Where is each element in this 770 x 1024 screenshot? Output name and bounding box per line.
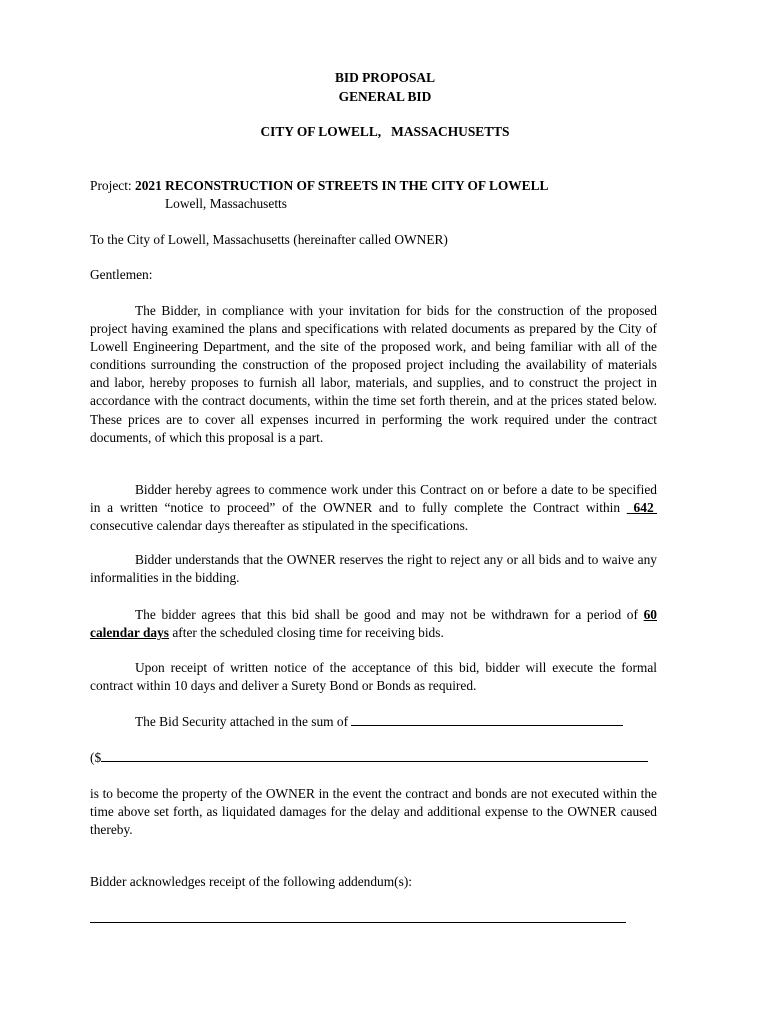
paragraph-bid-validity	[90, 606, 657, 642]
paragraph-contract-execution: Upon receipt of written notice of the acceptance of this bid, bidder will execute the formal contract within 10 days and deliver a Surety Bond or Bonds as required.	[90, 660, 657, 694]
amount-prefix: ($	[90, 750, 102, 765]
commencement-text-before: Bidder hereby agrees to commence work under this Contract on or before a date to be specified in a written “notice to proceed” of the OWNER and to fully complete the Contract within	[90, 482, 657, 516]
project-line	[90, 178, 548, 194]
bid-security-amount-field[interactable]	[351, 713, 623, 726]
document-title: BID PROPOSAL	[334, 70, 436, 85]
contract-days-value: 642	[626, 500, 657, 516]
bid-security-label: The Bid Security attached in the sum of	[135, 714, 349, 729]
paragraph-reject-rights: Bidder understands that the OWNER reserves the right to reject any or all bids and to waive any informalities in the bidding.	[90, 552, 657, 586]
bid-security-line	[135, 713, 623, 730]
paragraph-liquidated-damages: is to become the property of the OWNER in the event the contract and bonds are not executed within the time above set forth, as liquidated damages for the delay and additional expense to the OWNER caused thereby.	[90, 786, 657, 838]
addenda-field[interactable]	[90, 922, 626, 923]
addressee-line: To the City of Lowell, Massachusetts (hereinafter called OWNER)	[90, 232, 448, 247]
paragraph-commencement	[90, 481, 657, 535]
document-subtitle: GENERAL BID	[338, 89, 432, 104]
addenda-label: Bidder acknowledges receipt of the following addendum(s):	[90, 874, 413, 889]
project-label: Project:	[90, 178, 132, 193]
paragraph-intro: The Bidder, in compliance with your invitation for bids for the construction of the proposed project having examined the plans and specifications with related documents as prepared by the City of Lowell Engineering Department, and the site of the proposed work, and being familiar with all of the conditions surrounding the construction of the proposed project including the availability of materials and labor, hereby proposes to furnish all labor, materials, and supplies, and to construct the project in accordance with the contract documents, within the time set forth therein, and at the prices stated below. These prices are to cover all expenses incurred in performing the work required under the contract documents, of which this proposal is a part.	[90, 303, 657, 445]
validity-period-value: 60 calendar days	[90, 607, 657, 641]
commencement-text-after: consecutive calendar days thereafter as stipulated in the specifications.	[90, 518, 469, 534]
bid-security-numeric-field[interactable]	[101, 749, 648, 762]
salutation: Gentlemen:	[90, 267, 153, 282]
validity-text-before: The bidder agrees that this bid shall be good and may not be withdrawn for a period of	[135, 607, 644, 622]
city-heading: CITY OF LOWELL, MASSACHUSETTS	[260, 124, 510, 139]
bid-security-amount-line	[90, 749, 648, 766]
project-name: 2021 RECONSTRUCTION OF STREETS IN THE CITY OF LOWELL	[135, 178, 549, 193]
project-location: Lowell, Massachusetts	[165, 196, 287, 211]
validity-text-after: after the scheduled closing time for receiving bids.	[169, 625, 444, 641]
